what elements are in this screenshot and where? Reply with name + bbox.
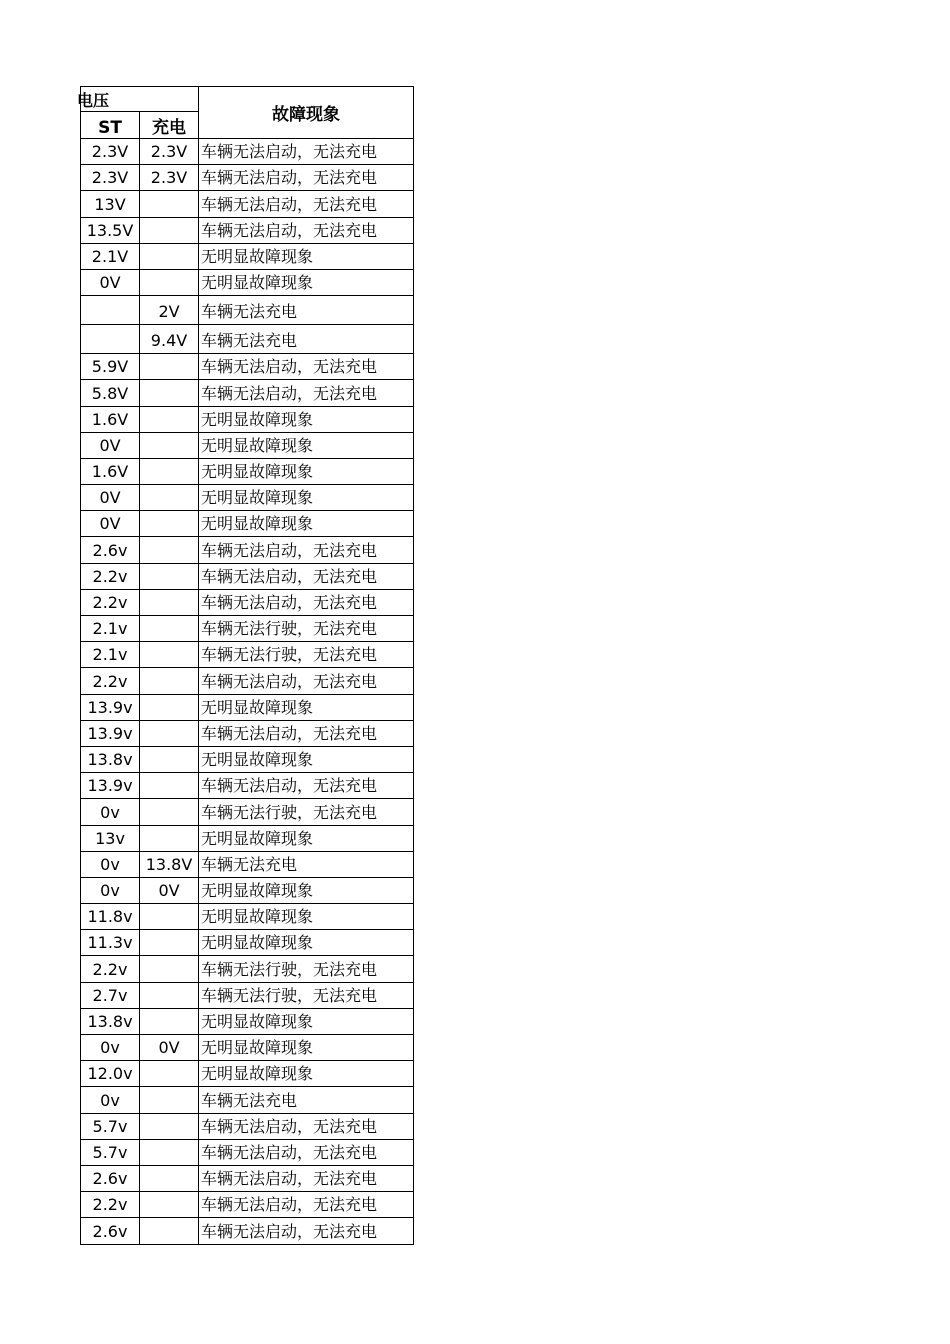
fault-cell: 无明显故障现象 xyxy=(199,458,414,484)
fault-cell: 车辆无法行驶，无法充电 xyxy=(199,799,414,825)
st-cell: 5.7v xyxy=(81,1139,140,1165)
fault-cell: 无明显故障现象 xyxy=(199,432,414,458)
table-row xyxy=(81,1061,414,1087)
fault-cell: 车辆无法启动，无法充电 xyxy=(199,1218,414,1244)
fault-cell: 车辆无法充电 xyxy=(199,325,414,354)
charge-cell xyxy=(140,1061,199,1087)
charge-cell xyxy=(140,269,199,295)
st-cell: 0V xyxy=(81,485,140,511)
table-row xyxy=(81,217,414,243)
fault-cell: 车辆无法启动，无法充电 xyxy=(199,380,414,406)
table-row xyxy=(81,1087,414,1113)
charge-cell xyxy=(140,799,199,825)
table-row xyxy=(81,589,414,615)
st-cell: 1.6V xyxy=(81,458,140,484)
charge-cell xyxy=(140,485,199,511)
table-row xyxy=(81,243,414,269)
fault-cell: 车辆无法启动，无法充电 xyxy=(199,563,414,589)
fault-cell: 车辆无法启动，无法充电 xyxy=(199,589,414,615)
charge-cell: 9.4V xyxy=(140,325,199,354)
charge-cell xyxy=(140,511,199,537)
fault-cell: 无明显故障现象 xyxy=(199,1061,414,1087)
st-cell xyxy=(81,296,140,325)
charge-cell xyxy=(140,642,199,668)
fault-cell: 车辆无法启动，无法充电 xyxy=(199,191,414,217)
st-cell: 2.2v xyxy=(81,563,140,589)
charge-cell xyxy=(140,982,199,1008)
fault-cell: 车辆无法充电 xyxy=(199,1087,414,1113)
table-row xyxy=(81,720,414,746)
table-row xyxy=(81,1139,414,1165)
fault-cell: 无明显故障现象 xyxy=(199,694,414,720)
st-cell: 13.5V xyxy=(81,217,140,243)
table-row xyxy=(81,354,414,380)
st-cell: 2.2v xyxy=(81,589,140,615)
st-cell: 0v xyxy=(81,1035,140,1061)
table-row xyxy=(81,296,414,325)
st-cell: 2.1v xyxy=(81,616,140,642)
st-cell: 2.2v xyxy=(81,1192,140,1218)
fault-cell: 车辆无法启动，无法充电 xyxy=(199,537,414,563)
st-cell: 2.1V xyxy=(81,243,140,269)
charge-cell xyxy=(140,191,199,217)
charge-cell xyxy=(140,668,199,694)
fault-cell: 车辆无法启动，无法充电 xyxy=(199,139,414,165)
st-cell: 2.3V xyxy=(81,139,140,165)
st-cell: 13.9v xyxy=(81,720,140,746)
charge-cell xyxy=(140,563,199,589)
fault-cell: 无明显故障现象 xyxy=(199,1008,414,1034)
fault-cell: 车辆无法启动，无法充电 xyxy=(199,1165,414,1191)
charge-cell xyxy=(140,406,199,432)
table-row xyxy=(81,904,414,930)
fault-cell: 车辆无法启动，无法充电 xyxy=(199,1113,414,1139)
fault-cell: 无明显故障现象 xyxy=(199,825,414,851)
table-row xyxy=(81,1008,414,1034)
charge-cell xyxy=(140,243,199,269)
fault-cell: 车辆无法启动，无法充电 xyxy=(199,1139,414,1165)
table-row xyxy=(81,139,414,165)
charge-cell xyxy=(140,904,199,930)
table-row xyxy=(81,1218,414,1244)
st-cell: 13.9v xyxy=(81,694,140,720)
charge-cell: 2.3V xyxy=(140,139,199,165)
charge-cell xyxy=(140,1218,199,1244)
charge-column-header: 充电 xyxy=(140,112,199,139)
table-row xyxy=(81,537,414,563)
charge-cell xyxy=(140,589,199,615)
table-row xyxy=(81,458,414,484)
fault-cell: 车辆无法启动，无法充电 xyxy=(199,668,414,694)
st-cell: 13.8v xyxy=(81,746,140,772)
fault-cell: 无明显故障现象 xyxy=(199,1035,414,1061)
table-row xyxy=(81,825,414,851)
table-row xyxy=(81,799,414,825)
charge-cell: 13.8V xyxy=(140,851,199,877)
st-cell: 13v xyxy=(81,825,140,851)
st-cell: 13.8v xyxy=(81,1008,140,1034)
st-cell: 2.3V xyxy=(81,165,140,191)
fault-cell: 无明显故障现象 xyxy=(199,746,414,772)
charge-cell xyxy=(140,773,199,799)
table-row xyxy=(81,191,414,217)
charge-cell xyxy=(140,694,199,720)
table-row xyxy=(81,511,414,537)
table-row xyxy=(81,165,414,191)
table-row xyxy=(81,485,414,511)
fault-cell: 车辆无法启动，无法充电 xyxy=(199,165,414,191)
st-cell: 12.0v xyxy=(81,1061,140,1087)
fault-cell: 车辆无法启动，无法充电 xyxy=(199,720,414,746)
table-row xyxy=(81,694,414,720)
st-cell: 5.8V xyxy=(81,380,140,406)
st-cell: 2.1v xyxy=(81,642,140,668)
fault-cell: 无明显故障现象 xyxy=(199,243,414,269)
table-row xyxy=(81,406,414,432)
charge-cell xyxy=(140,1165,199,1191)
st-cell: 0v xyxy=(81,851,140,877)
table-row xyxy=(81,773,414,799)
fault-cell: 车辆无法行驶，无法充电 xyxy=(199,642,414,668)
table-row xyxy=(81,1165,414,1191)
st-cell: 2.7v xyxy=(81,982,140,1008)
charge-cell xyxy=(140,458,199,484)
charge-cell xyxy=(140,537,199,563)
fault-cell: 车辆无法行驶，无法充电 xyxy=(199,616,414,642)
table-row xyxy=(81,746,414,772)
fault-cell: 车辆无法启动，无法充电 xyxy=(199,773,414,799)
fault-cell: 车辆无法启动，无法充电 xyxy=(199,217,414,243)
fault-cell: 车辆无法充电 xyxy=(199,851,414,877)
charge-cell xyxy=(140,956,199,982)
table-row xyxy=(81,616,414,642)
fault-cell: 无明显故障现象 xyxy=(199,877,414,903)
st-cell: 0V xyxy=(81,269,140,295)
st-cell: 2.6v xyxy=(81,537,140,563)
charge-cell xyxy=(140,1192,199,1218)
st-cell: 1.6V xyxy=(81,406,140,432)
voltage-group-header: 电压 xyxy=(81,87,199,112)
table-row xyxy=(81,851,414,877)
st-cell: 13V xyxy=(81,191,140,217)
fault-cell: 车辆无法启动，无法充电 xyxy=(199,1192,414,1218)
fault-cell: 无明显故障现象 xyxy=(199,406,414,432)
charge-cell xyxy=(140,1087,199,1113)
charge-cell xyxy=(140,1008,199,1034)
st-cell: 0v xyxy=(81,799,140,825)
st-cell: 2.2v xyxy=(81,668,140,694)
table-row xyxy=(81,380,414,406)
charge-cell xyxy=(140,380,199,406)
fault-cell: 无明显故障现象 xyxy=(199,269,414,295)
charge-cell xyxy=(140,354,199,380)
charge-cell xyxy=(140,930,199,956)
charge-cell: 2V xyxy=(140,296,199,325)
st-column-header: ST xyxy=(81,112,140,139)
st-cell: 5.7v xyxy=(81,1113,140,1139)
table-row xyxy=(81,563,414,589)
charge-cell xyxy=(140,825,199,851)
charge-cell: 0V xyxy=(140,877,199,903)
fault-cell: 车辆无法启动，无法充电 xyxy=(199,354,414,380)
st-cell: 13.9v xyxy=(81,773,140,799)
st-cell: 11.3v xyxy=(81,930,140,956)
fault-cell: 无明显故障现象 xyxy=(199,485,414,511)
table-row xyxy=(81,1035,414,1061)
fault-column-header: 故障现象 xyxy=(199,87,414,139)
voltage-fault-table xyxy=(77,86,414,1245)
table-row xyxy=(81,325,414,354)
table-row xyxy=(81,269,414,295)
table-row xyxy=(81,432,414,458)
table-row xyxy=(81,1192,414,1218)
charge-cell xyxy=(140,1139,199,1165)
st-cell: 0V xyxy=(81,511,140,537)
charge-cell xyxy=(140,720,199,746)
charge-cell: 2.3V xyxy=(140,165,199,191)
st-cell: 0v xyxy=(81,1087,140,1113)
table-row xyxy=(81,956,414,982)
fault-cell: 车辆无法行驶，无法充电 xyxy=(199,982,414,1008)
st-cell: 2.6v xyxy=(81,1218,140,1244)
fault-cell: 无明显故障现象 xyxy=(199,511,414,537)
table-row xyxy=(81,1113,414,1139)
table-row xyxy=(81,930,414,956)
charge-cell: 0V xyxy=(140,1035,199,1061)
fault-cell: 车辆无法充电 xyxy=(199,296,414,325)
st-cell xyxy=(81,325,140,354)
fault-cell: 无明显故障现象 xyxy=(199,930,414,956)
fault-cell: 无明显故障现象 xyxy=(199,904,414,930)
table-row xyxy=(81,877,414,903)
charge-cell xyxy=(140,616,199,642)
st-cell: 0v xyxy=(81,877,140,903)
charge-cell xyxy=(140,432,199,458)
table-row xyxy=(81,642,414,668)
fault-cell: 车辆无法行驶，无法充电 xyxy=(199,956,414,982)
st-cell: 0V xyxy=(81,432,140,458)
table-row xyxy=(81,982,414,1008)
charge-cell xyxy=(140,217,199,243)
table-row xyxy=(81,668,414,694)
charge-cell xyxy=(140,746,199,772)
st-cell: 2.2v xyxy=(81,956,140,982)
st-cell: 2.6v xyxy=(81,1165,140,1191)
table-body xyxy=(81,139,414,1245)
charge-cell xyxy=(140,1113,199,1139)
st-cell: 5.9V xyxy=(81,354,140,380)
st-cell: 11.8v xyxy=(81,904,140,930)
